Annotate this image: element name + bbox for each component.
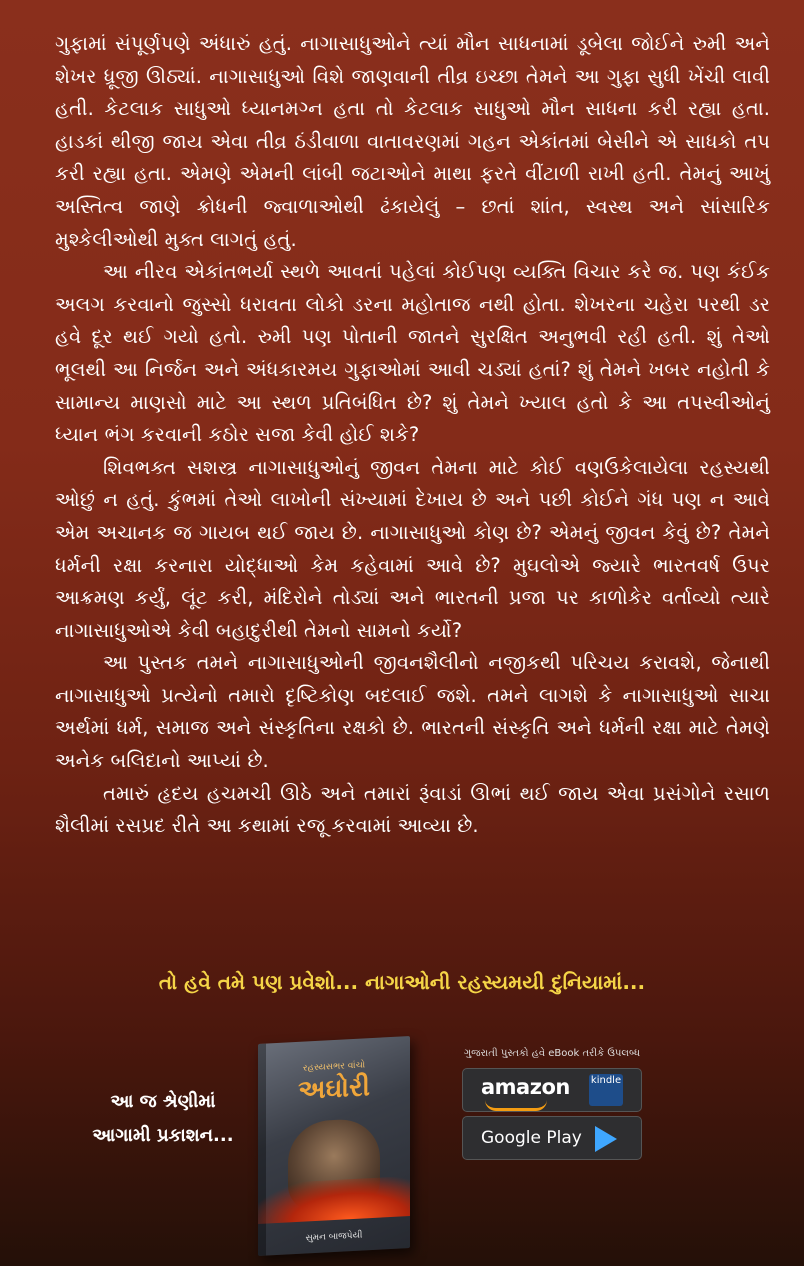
book-title: અઘોરી xyxy=(298,1072,370,1106)
kindle-icon: kindle xyxy=(589,1074,623,1106)
book-author: સુમન બાજપેયી xyxy=(305,1230,363,1244)
amazon-smile-icon xyxy=(485,1100,547,1111)
promo-line-1: આ જ શ્રેણીમાં xyxy=(110,1091,216,1112)
book-cover xyxy=(258,1036,410,1256)
promo-line-2: આગામી પ્રકાશન... xyxy=(92,1125,234,1146)
paragraph-2: આ નીરવ એકાંતભર્યા સ્થળે આવતાં પહેલાં કોઈપણ વ્યક્તિ વિચાર કરે જ. પણ કંઈક અલગ કરવાનો જુસ્સો ધરાવતા લોકો ડરના મહોતાજ નથી હોતા. શેખરના ચહેરા પરથી ડર હવે દૂર થઈ ગયો હતો. રુમી પણ પોતાની જાતને સુરક્ષિત અનુભવી રહી હતી. શું તેઓ ભૂલથી આ નિર્જન અને અંધકારમય ગુફાઓમાં આવી ચડ્યાં હતાં? શું તેમને ખબર નહોતી કે સામાન્ય માણસો માટે આ સ્થળ પ્રતિબંધિત છે? શું તેમને ખ્યાલ હતો કે આ તપસ્વીઓનું ધ્યાન ભંગ કરવાની કઠોર સજા કેવી હોઈ શકે? xyxy=(55,260,770,447)
amazon-kindle-badge[interactable] xyxy=(462,1068,642,1112)
fire-icon xyxy=(258,1176,410,1224)
google-play-badge[interactable] xyxy=(462,1116,642,1160)
paragraph-5: તમારું હૃદય હચમચી ઊઠે અને તમારાં રૂંવાડાં ઊભાં થઈ જાય એવા પ્રસંગોને રસાળ શૈલીમાં રસપ્રદ રીતે આ કથામાં રજૂ કરવામાં આવ્યા છે. xyxy=(55,781,770,838)
google-play-books-icon xyxy=(595,1126,617,1152)
paragraph-1: ગુફામાં સંપૂર્ણપણે અંધારું હતું. નાગાસાધુઓને ત્યાં મૌન સાધનામાં ડૂબેલા જોઈને રુમી અને શેખર ધ્રૂજી ઊઠ્યાં. નાગાસાધુઓ વિશે જાણવાની તીવ્ર ઇચ્છા તેમને આ ગુફા સુધી ખેંચી લાવી હતી. કેટલાક સાધુઓ ધ્યાનમગ્ન હતા તો કેટલાક સાધુઓ મૌન સાધના કરી રહ્યા હતા. હાડકાં થીજી જાય એવા તીવ્ર ઠંડીવાળા વાતાવરણમાં ગહન એકાંતમાં બેસીને એ સાધકો તપ કરી રહ્યા હતા. એમણે એમની લાંબી જટાઓને માથા ફરતે વીંટાળી રાખી હતી. તેમનું આખું અસ્તિત્વ જાણે ક્રોધની જ્વાળાઓથી ઢંકાયેલું – છતાં શાંત, સ્વસ્થ અને સાંસારિક મુશ્કેલીઓથી મુક્ત લાગતું હતું. xyxy=(55,32,770,251)
back-cover-text xyxy=(55,28,770,843)
paragraph-4: આ પુસ્તક તમને નાગાસાધુઓની જીવનશૈલીનો નજીકથી પરિચય કરાવશે, જેનાથી નાગાસાધુઓ પ્રત્યેનો તમારો દૃષ્ટિકોણ બદલાઈ જશે. તમને લાગશે કે નાગાસાધુઓ સાચા અર્થમાં ધર્મ, સમાજ અને સંસ્કૃતિના રક્ષકો છે. ભારતની સંસ્કૃતિ અને ધર્મની રક્ષા માટે તેમણે અનેક બલિદાનો આપ્યાં છે. xyxy=(55,651,770,773)
ebook-availability-heading: ગુજરાતી પુસ્તકો હવે eBook તરીકે ઉપલબ્ધ xyxy=(463,1048,641,1059)
upcoming-release-note xyxy=(68,1085,258,1153)
paragraph-3: શિવભક્ત સશસ્ત્ર નાગાસાધુઓનું જીવન તેમના માટે કોઈ વણઉકેલાયેલા રહસ્યથી ઓછું ન હતું. કુંભમાં તેઓ લાખોની સંખ્યામાં દેખાય છે અને પછી કોઈને ગંધ પણ ન આવે એમ અચાનક જ ગાયબ થઈ જાય છે. નાગાસાધુઓ કોણ છે? એમનું જીવન કેવું છે? તેમને ધર્મની રક્ષા કરનારા યોદ્ધાઓ કેમ કહેવામાં આવે છે? મુઘલોએ જ્યારે ભારતવર્ષ ઉપર આક્રમણ કર્યું, લૂંટ કરી, મંદિરોને તોડ્યાં અને ભારતની પ્રજા પર કાળોકેર વર્તાવ્યો ત્યારે નાગાસાધુઓએ કેવી બહાદુરીથી તેમનો સામનો કર્યો? xyxy=(55,455,770,642)
book-series: રહસ્યસભર વાંચો xyxy=(302,1060,366,1074)
tagline: તો હવે તમે પણ પ્રવેશો... નાગાઓની રહસ્યમયી દુનિયામાં... xyxy=(158,970,646,994)
amazon-logo-text: amazon xyxy=(481,1075,570,1099)
google-play-text: Google Play xyxy=(481,1128,582,1148)
